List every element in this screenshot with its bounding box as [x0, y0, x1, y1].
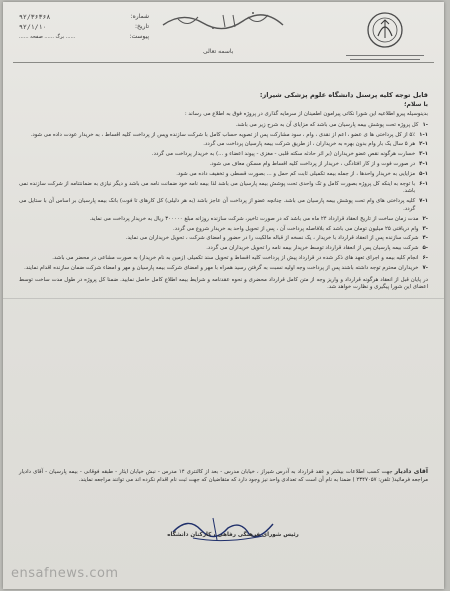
- letter-header-fields: [19, 12, 149, 42]
- basmala-text: باسمه تعالی: [203, 48, 234, 55]
- list-item: ۳-۱ خسارت هرگونه نقص عضو خریداران (بر اثر حادثه سکته قلبی - مغزی - پیوند اعضاء و ...) به خریدار پرداخت می گردد.: [151, 151, 428, 158]
- letter-body: [19, 68, 428, 295]
- number-value: ۹۲/۳۶۳۶۸: [19, 13, 51, 21]
- list-item: ۱- کل پروژه تحت پوشش بیمه پارسیان می باشد که مزایای آن به شرح زیر می باشد.: [235, 121, 428, 128]
- list-item: ۴-۱ در صورت فوت و از کار افتادگی ، خریدار از پرداخت کلیه اقساط وام مسکن معاف می شود.: [209, 160, 428, 167]
- list-item: ۷-۱ کلیه پرداختی های وام تحت پوشش بیمه پارسیان می باشد. چنانچه عضو از پرداخت آن عاجز باشد (به هر دلیلی) کل کارهای تا فوت) بانک بیمه پارسیان بر اساس آن با ستایل می گردد.: [19, 198, 428, 212]
- contact-text: جهت کسب اطلاعات بیشتر و عقد قرارداد به آدرس شیراز ، خیابان مدرس - بعد از کالنتری ۱۴ مدرس - نبش خیابان ایثار - طبقه فوقانی - بیمه پارسیان - آقای دادیار مراجعه فرمائید( تلفن: ۲۳۴۷۰۵۷ ) ضمنا به نام آن است که تعدادی واحد نیز وجود دارد که متقاضیان که جهت ثبت نام اقدام نکرده اند می توانند مراجعه نمایند.: [19, 469, 428, 483]
- university-logo-icon: [350, 10, 420, 52]
- list-item: ۵-۱ مزایایی به خریدار واحدها ، از جمله بیمه تکمیلی ثابت کم حمل و ... بصورت قسطی و تخفیف داده می شود.: [176, 170, 428, 177]
- attachment-label: پیوست:: [129, 33, 149, 40]
- date-label: تاریخ:: [135, 23, 149, 30]
- list-item: ۲- مدت زمان ساخت از تاریخ انعقاد قرارداد ۲۴ ماه می باشد که در صورت تاخیر، شرکت سازنده روزانه مبلغ ۳۰۰۰۰۰ ریال به خریدار پرداخت می نماید.: [89, 215, 428, 222]
- header-divider: [13, 62, 434, 63]
- paper-fold: [3, 298, 444, 299]
- intro-paragraph: بدینوسیله پیرو اطلاعیه این شورا نکاتی پیرامون اطمینان از سرمایه گذاری در پروژه فوق به اطلاع می رساند :: [184, 111, 428, 117]
- list-item: ۱-۱ ۵٪ از کل پرداختی ها ی عضو ، اعم از نقدی ، وام ، سود مشارکت پس از تصویه حساب کامل با شرکت سازنده ویس از پرداخت کلیه اقساط ، به خریدار عودت داده می شود.: [30, 131, 428, 138]
- list-item: ۲-۱ هر ۵ سال یک بار وام بدون بهره به خریداران ، از طریق شرکت بیمه پارسیان پرداخت می گردد.: [203, 141, 428, 148]
- letter-title: قابل توجه کلیه پرسنل دانشگاه علوم پزشکی شیراز:: [259, 91, 428, 99]
- list-item: ۳- وام دریافتی ۲۵ میلیون تومان می باشد که بلافاصله پرداخت آن ، پس از تحویل واحد به خریدار شروع می گردد.: [172, 225, 428, 232]
- closing-paragraph: در پایان قبل از انعقاد هرگونه قرارداد و واریز وجه از متن کامل قرارداد محضری و نحوه عقدنامه و شرایط بیمه اطلاع کامل حاصل نمایید. ضمنا کل پروژه در طول مدت ساخت توسط اعضای این شورا پیگیری و نظارت خواهد شد.: [19, 276, 428, 291]
- date-row: [19, 22, 149, 32]
- scanned-letter: [3, 2, 444, 589]
- attachment-row: [19, 32, 149, 42]
- list-item: ۶- انجام کلیه بیمه و اجرای تعهد های ذکر شده در قرارداد پیش از پرداخت کلیه اقساط و تحویل سند تکمیلی (زمین به نام خریدار) به صورت مشاعی در محضر می باشد.: [52, 254, 428, 261]
- contact-name: آقای دادیار: [394, 468, 428, 475]
- site-watermark: ensafnews.com: [11, 566, 119, 581]
- bismillah-calligraphy: [153, 9, 293, 33]
- greeting: با سلام؛: [404, 101, 428, 108]
- signature-caption: رئیس شورای فرهنگی رفاهی ، کارکنان دانشگاه: [167, 532, 299, 538]
- list-item: ۴- شرکت سازنده پس از انعقاد قرارداد با خریدار ، یک نسخه از قباله مالکیت را در حضور و امضای شرکت ، تحویل خریداران می نماید.: [125, 235, 428, 242]
- list-item: ۵- شرکت بیمه پارسیان پس از انعقاد قرارداد توسط خریدار بیمه نامه را تحویل خریداران می گردد.: [206, 245, 428, 252]
- list-item: ۶-۱ با توجه به اینکه کل پروژه بصورت کامل و تک واحدی تحت پوشش بیمه پارسیان می باشد لذا بیمه نامه خود ضمانت نامه می باشد و دیگر نیازی به ضمانتنامه از شرکت سازنده نمی باشد.: [19, 180, 428, 195]
- handwritten-signature: [153, 510, 303, 550]
- number-label: شماره:: [130, 13, 149, 20]
- contact-paragraph: [19, 468, 428, 485]
- list-item: ۷- خریداران محترم توجه داشته باشند پس از پرداخت وجه اولیه نسبت به گرفتن رسید همراه با مهر و امضای شرکت بیمه پارسیان و مهر و امضاء شرکت ضمان سازنده اقدام نمایند.: [24, 264, 428, 271]
- date-value: ۹۲/۱/۱۰: [19, 23, 47, 31]
- attachment-value: ...... برگ ...... صفحه ......: [19, 34, 76, 40]
- number-row: [19, 12, 149, 22]
